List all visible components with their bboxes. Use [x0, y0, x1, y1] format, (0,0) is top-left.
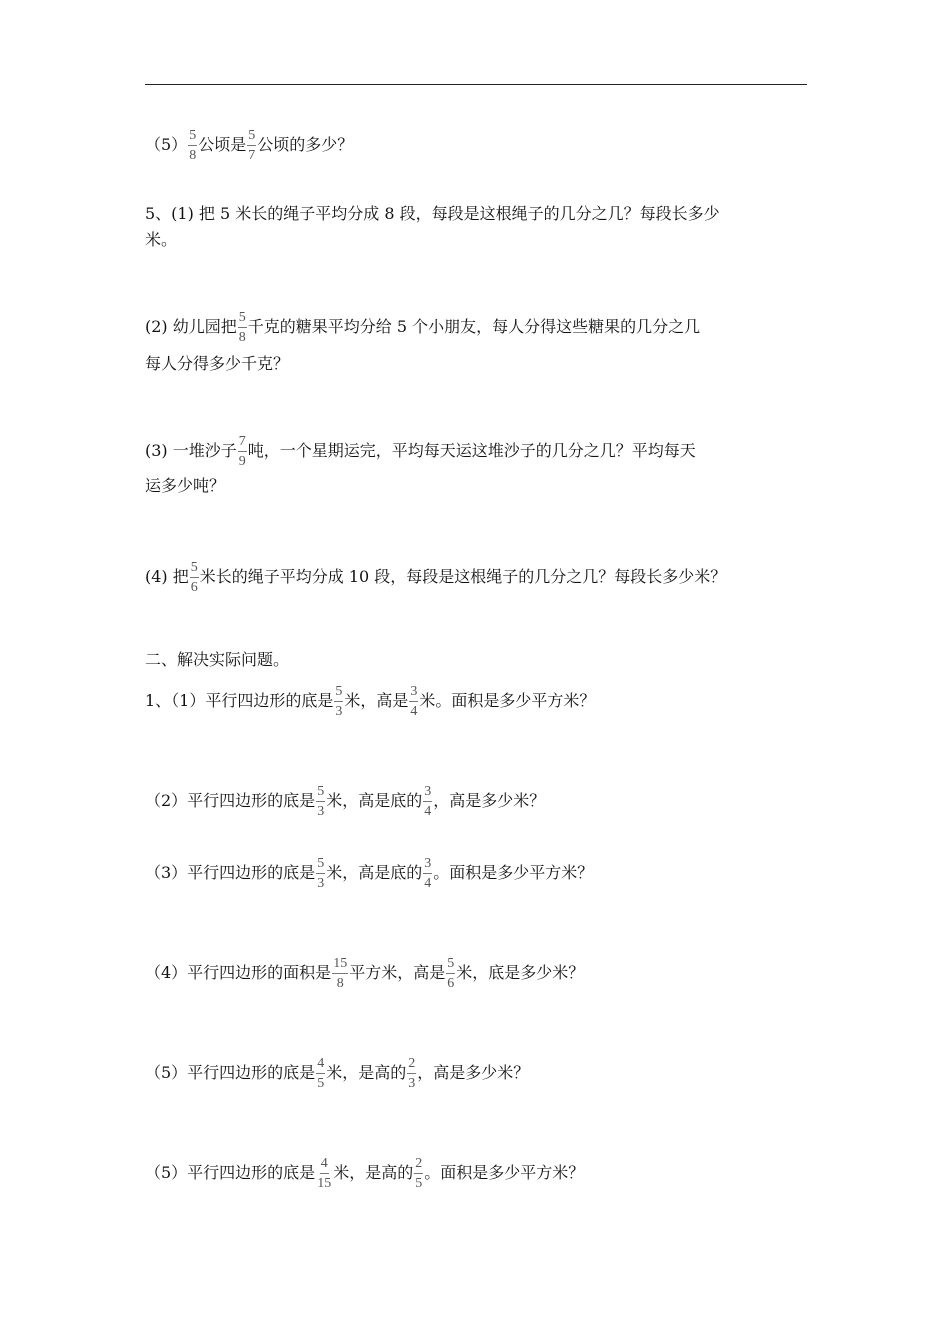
problem-1-1: 1、（1）平行四边形的底是 $\frac{5}{3}$ 米，高是 $\frac{3}{4}$ 米。面积是多少平方米？ [145, 684, 596, 719]
fraction: $\frac{5}{3}$ [317, 784, 325, 819]
fraction: $\frac{5}{8}$ [189, 128, 197, 163]
fraction: $\frac{5}{3}$ [317, 856, 325, 891]
fraction: $\frac{2}{5}$ [415, 1156, 423, 1191]
fraction: $\frac{5}{8}$ [238, 310, 246, 345]
fraction: $\frac{5}{7}$ [248, 128, 256, 163]
question-5-3-line2: 运多少吨？ [145, 476, 226, 495]
fraction: $\frac{2}{3}$ [408, 1056, 416, 1091]
fraction: $\frac{3}{4}$ [410, 684, 418, 719]
fraction: $\frac{4}{5}$ [317, 1056, 325, 1091]
question-5-1-line1: 5、(1) 把 5 米长的绳子平均分成 8 段，每段是这根绳子的几分之几？每段长多少 [145, 204, 720, 223]
fraction: $\frac{5}{3}$ [335, 684, 343, 719]
header-rule [145, 84, 807, 85]
fraction: $\frac{3}{4}$ [424, 784, 432, 819]
question-4-5: （5） $\frac{5}{8}$ 公顷是 $\frac{5}{7}$ 公顷的多少？ [145, 128, 354, 163]
question-5-1-line2: 米。 [145, 230, 178, 249]
question-5-2-line2: 每人分得多少千克？ [145, 354, 290, 373]
problem-1-4: （4）平行四边形的面积是 $\frac{15}{8}$ 平方米，高是 $\frac{5}{6}$ 米，底是多少米？ [145, 956, 585, 991]
fraction: $\frac{7}{9}$ [238, 434, 246, 469]
problem-1-3: （3）平行四边形的底是 $\frac{5}{3}$ 米，高是底的 $\frac{3}{4}$ 。面积是多少平方米？ [145, 856, 594, 891]
problem-1-6: （5）平行四边形的底是 $\frac{4}{15}$ 米，是高的 $\frac{2}{5}$ 。面积是多少平方米？ [145, 1156, 585, 1191]
fraction: $\frac{15}{8}$ [333, 956, 348, 991]
section-2-title: 二、解决实际问题。 [145, 650, 290, 669]
question-5-2: (2) 幼儿园把 $\frac{5}{8}$ 千克的糖果平均分给 5 个小朋友，每人分得这些糖果的几分之几 [145, 310, 701, 345]
fraction: $\frac{4}{15}$ [317, 1156, 332, 1191]
question-5-3: (3) 一堆沙子 $\frac{7}{9}$ 吨，一个星期运完，平均每天运这堆沙子的几分之几？平均每天 [145, 434, 696, 469]
question-5-4: (4) 把 $\frac{5}{6}$ 米长的绳子平均分成 10 段，每段是这根绳子的几分之几？每段长多少米？ [145, 560, 727, 595]
problem-1-5: （5）平行四边形的底是 $\frac{4}{5}$ 米，是高的 $\frac{2}{3}$ ，高是多少米？ [145, 1056, 530, 1091]
problem-1-2: （2）平行四边形的底是 $\frac{5}{3}$ 米，高是底的 $\frac{3}{4}$ ，高是多少米？ [145, 784, 546, 819]
fraction: $\frac{5}{6}$ [447, 956, 455, 991]
fraction: $\frac{5}{6}$ [190, 560, 198, 595]
fraction: $\frac{3}{4}$ [424, 856, 432, 891]
